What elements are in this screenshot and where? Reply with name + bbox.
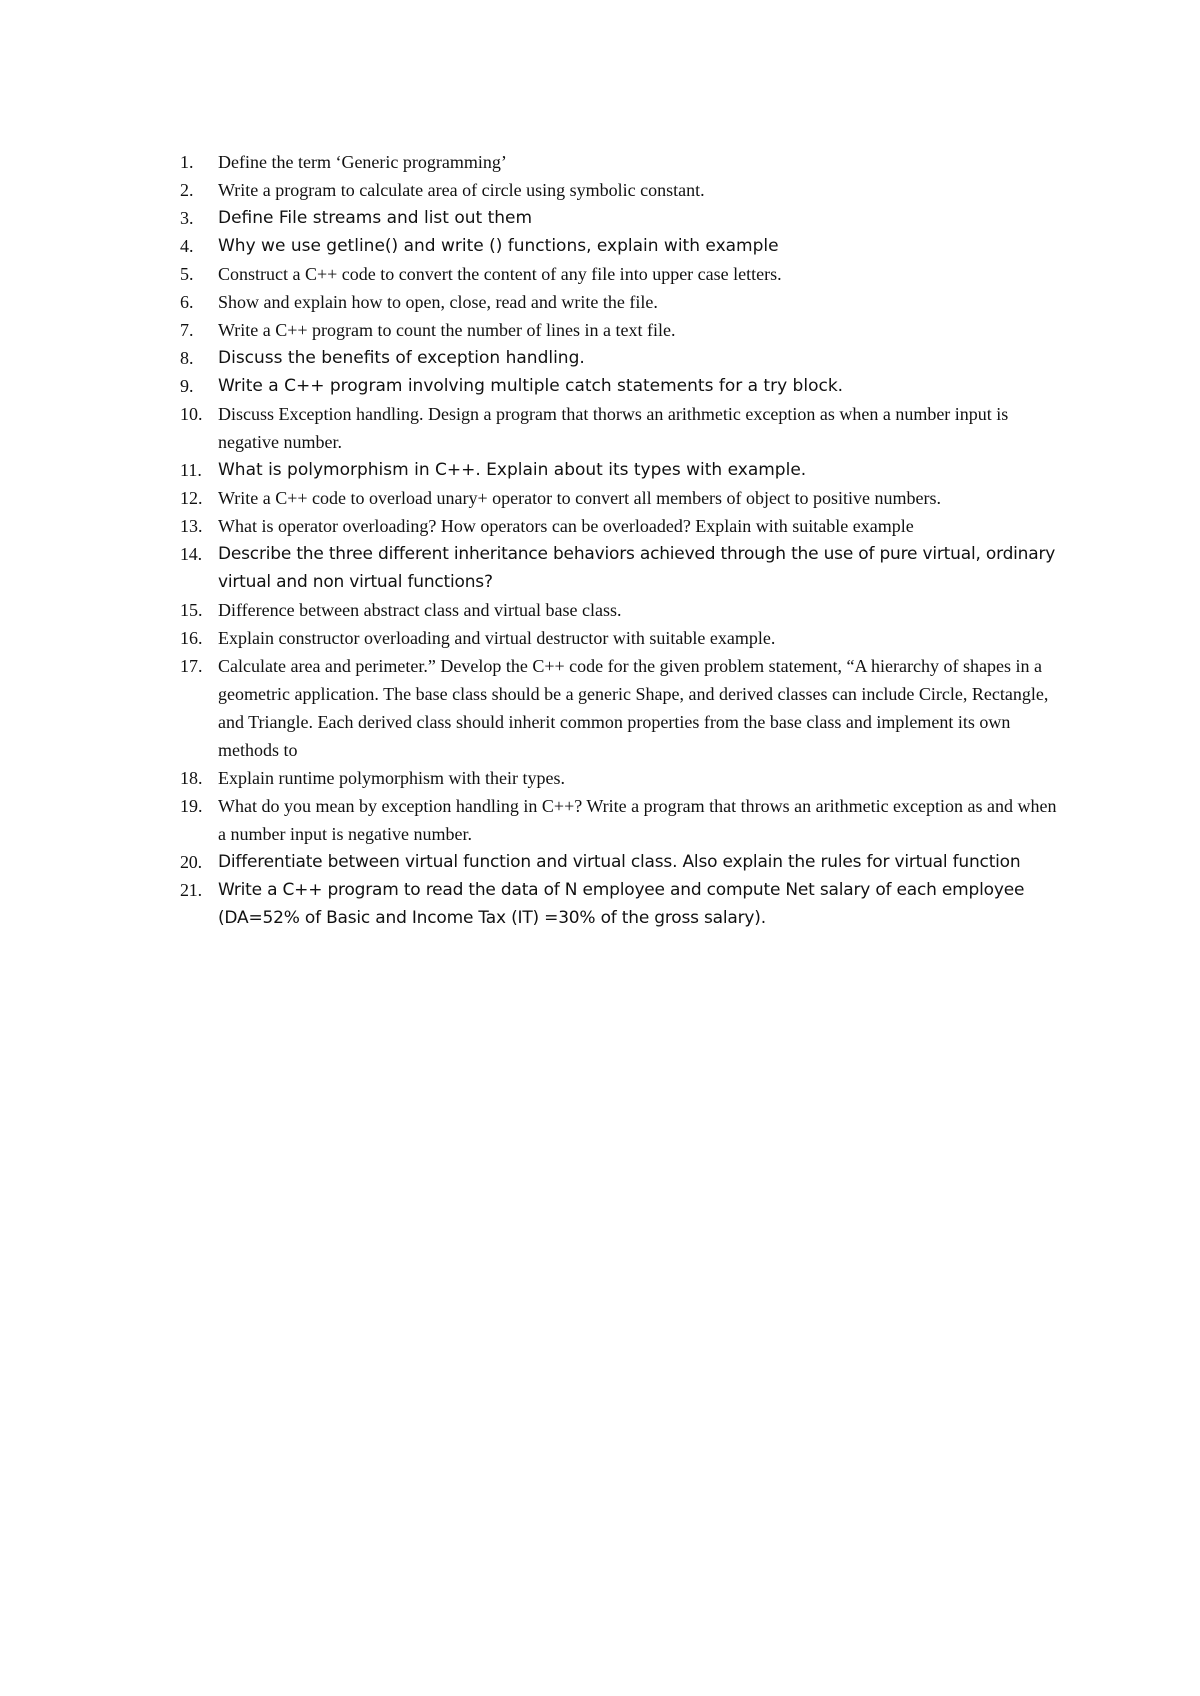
question-text: Define File streams and list out them [218,208,533,228]
question-number: 16. [180,628,203,648]
question-text: Describe the three different inheritance behaviors achieved through the use of pure virtual, ordinary virtual and non virtual functions? [218,544,1056,592]
question-number: 12. [180,488,203,508]
question-text: Discuss the benefits of exception handling. [218,348,585,368]
question-item [180,288,1060,316]
question-text: Calculate area and perimeter.” Develop the C++ code for the given problem statement, “A hierarchy of shapes in a geometric application. The base class should be a generic Shape, and derived classes can include Circle, Rectangle, and Triangle. Each derived class should inherit common properties from the base class and implement its own methods to [218,656,1049,760]
question-number: 5. [180,264,194,284]
question-number: 21. [180,880,202,900]
question-text: Write a C++ program to read the data of N employee and compute Net salary of each employee (DA=52% of Basic and Income Tax (IT) =30% of the gross salary). [218,880,1025,928]
question-text: What is polymorphism in C++. Explain about its types with example. [218,460,807,480]
question-number: 18. [180,768,203,788]
question-number: 8. [180,348,194,368]
question-text: Write a C++ code to overload unary+ operator to convert all members of object to positive numbers. [218,488,942,508]
question-item [180,344,1060,372]
question-item [180,848,1060,876]
question-item [180,512,1060,540]
question-number: 19. [180,796,203,816]
question-item [180,232,1060,260]
question-text: Construct a C++ code to convert the content of any file into upper case letters. [218,264,782,284]
question-number: 15. [180,600,203,620]
question-item [180,260,1060,288]
question-number: 6. [180,292,194,312]
question-item [180,316,1060,344]
question-number: 10. [180,404,203,424]
question-text: Difference between abstract class and virtual base class. [218,600,622,620]
question-item [180,400,1060,456]
question-number: 20. [180,852,202,872]
question-item [180,176,1060,204]
question-item [180,596,1060,624]
question-item [180,148,1060,176]
question-number: 2. [180,180,194,200]
question-item [180,624,1060,652]
question-text: Explain runtime polymorphism with their types. [218,768,565,788]
question-item [180,484,1060,512]
question-text: Write a program to calculate area of circle using symbolic constant. [218,180,705,200]
question-item [180,540,1060,596]
question-number: 17. [180,656,203,676]
question-item [180,876,1060,932]
question-item [180,204,1060,232]
question-list [180,148,1060,932]
question-text: Write a C++ program to count the number of lines in a text file. [218,320,676,340]
question-text: Show and explain how to open, close, read and write the file. [218,292,658,312]
question-number: 11. [180,460,202,480]
question-item [180,764,1060,792]
question-text: Explain constructor overloading and virtual destructor with suitable example. [218,628,776,648]
question-item [180,792,1060,848]
question-text: What is operator overloading? How operators can be overloaded? Explain with suitable example [218,516,914,536]
question-number: 4. [180,236,194,256]
question-number: 9. [180,376,194,396]
question-text: Write a C++ program involving multiple catch statements for a try block. [218,376,844,396]
question-number: 7. [180,320,194,340]
question-item [180,652,1060,764]
question-item [180,456,1060,484]
question-number: 3. [180,208,194,228]
question-number: 14. [180,544,202,564]
question-text: Define the term ‘Generic programming’ [218,152,507,172]
question-text: Differentiate between virtual function and virtual class. Also explain the rules for virtual function [218,852,1021,872]
question-number: 13. [180,516,203,536]
question-item [180,372,1060,400]
question-text: Why we use getline() and write () functions, explain with example [218,236,779,256]
question-text: What do you mean by exception handling in C++? Write a program that throws an arithmetic exception as and when a number input is negative number. [218,796,1057,844]
question-number: 1. [180,152,194,172]
question-text: Discuss Exception handling. Design a program that thorws an arithmetic exception as when a number input is negative number. [218,404,1009,452]
